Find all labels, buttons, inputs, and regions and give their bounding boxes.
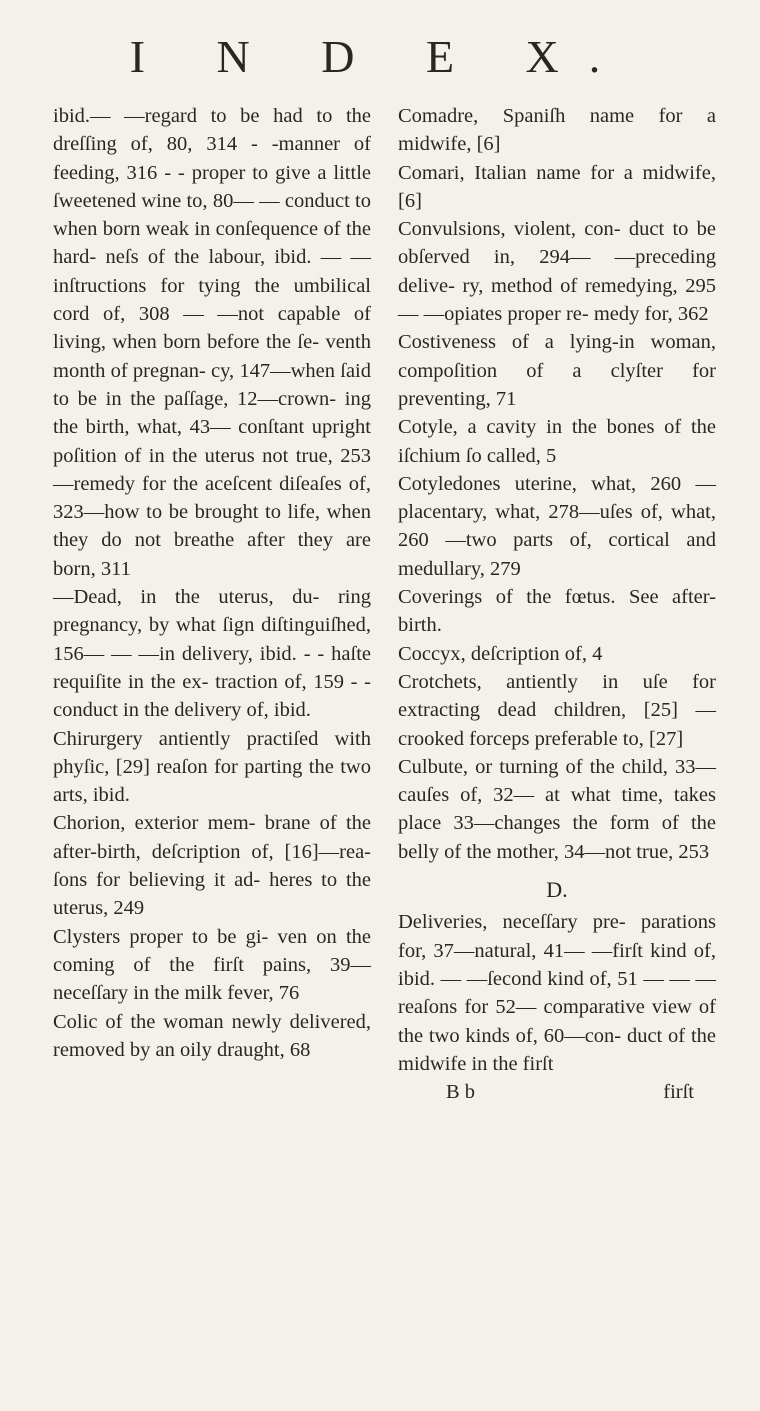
index-entry: Colic of the woman newly delivered, removed by an oily draught, 68: [53, 1010, 371, 1061]
signature-mark: B b: [446, 1081, 476, 1104]
page-header: I N D E X.: [129, 31, 631, 82]
left-column: [53, 102, 371, 1064]
index-entry: Comari, Italian name for a midwife, [6]: [398, 161, 716, 212]
page-footer: [398, 1078, 716, 1106]
section-heading: D.: [546, 877, 568, 903]
index-entry: Chorion, exterior mem- brane of the after-birth, deſcription of, [16]—rea- ſons for believing it ad- heres to the uterus, 249: [53, 812, 371, 920]
index-entry: Cotyle, a cavity in the bones of the iſchium ſo called, 5: [398, 416, 716, 467]
index-entry: —Dead, in the uterus, du- ring pregnancy, by what ſign diſtinguiſhed, 156— — —in delivery, ibid. - - haſte requiſite in the ex- traction of, 159 - - conduct in the delivery of, ibid.: [53, 586, 371, 722]
index-entry: Crotchets, antiently in uſe for extracting dead children, [25] —crooked forceps preferable to, [27]: [398, 670, 716, 750]
index-entry: Culbute, or turning of the child, 33—cauſes of, 32— at what time, takes place 33—changes the form of the belly of the mother, 34—not true, 253: [398, 755, 716, 863]
index-entry: Cotyledones uterine, what, 260 —placentary, what, 278—uſes of, what, 260 —two parts of, cortical and medullary, 279: [398, 472, 716, 580]
right-column: [398, 102, 716, 1106]
catchword: firſt: [663, 1081, 694, 1104]
index-entry: Deliveries, neceſſary pre- parations for, 37—natural, 41— —firſt kind of, ibid. — —ſecond kind of, 51 — — —reaſons for 52— comparative view of the two kinds of, 60—con- duct of the midwife in the firſt: [398, 911, 716, 1075]
index-entry: Clysters proper to be gi- ven on the coming of the firſt pains, 39—neceſſary in the milk fever, 76: [53, 925, 371, 1005]
index-entry: Convulsions, violent, con- duct to be obſerved in, 294— —preceding delive- ry, method of remedying, 295— —opiates proper re- medy for, 362: [398, 218, 716, 326]
index-entry: Chirurgery antiently practiſed with phyſic, [29] reaſon for parting the two arts, ibid.: [53, 727, 371, 807]
index-entry: Comadre, Spaniſh name for a midwife, [6]: [398, 105, 716, 156]
index-entry: Coccyx, deſcription of, 4: [398, 642, 603, 665]
index-entry: Coverings of the fœtus. See after-birth.: [398, 586, 716, 637]
index-entry: ibid.— —regard to be had to the dreſſing of, 80, 314 - -manner of feeding, 316 - - proper to give a little ſweetened wine to, 80— — conduct to when born weak in conſequence of the hard- neſs of the labour, ibid. — —inſtructions for tying the umbilical cord of, 308 — —not capable of living, when born before the ſe- venth month of pregnan- cy, 147—when ſaid to be in the paſſage, 12—crown- ing the birth, what, 43— conſtant upright poſition of in the uterus not true, 253 —remedy for the aceſcent diſeaſes of, 323—how to be brought to life, when they do not breathe after they are born, 311: [53, 105, 371, 580]
index-entry: Costiveness of a lying-in woman, compoſition of a clyſter for preventing, 71: [398, 331, 716, 410]
